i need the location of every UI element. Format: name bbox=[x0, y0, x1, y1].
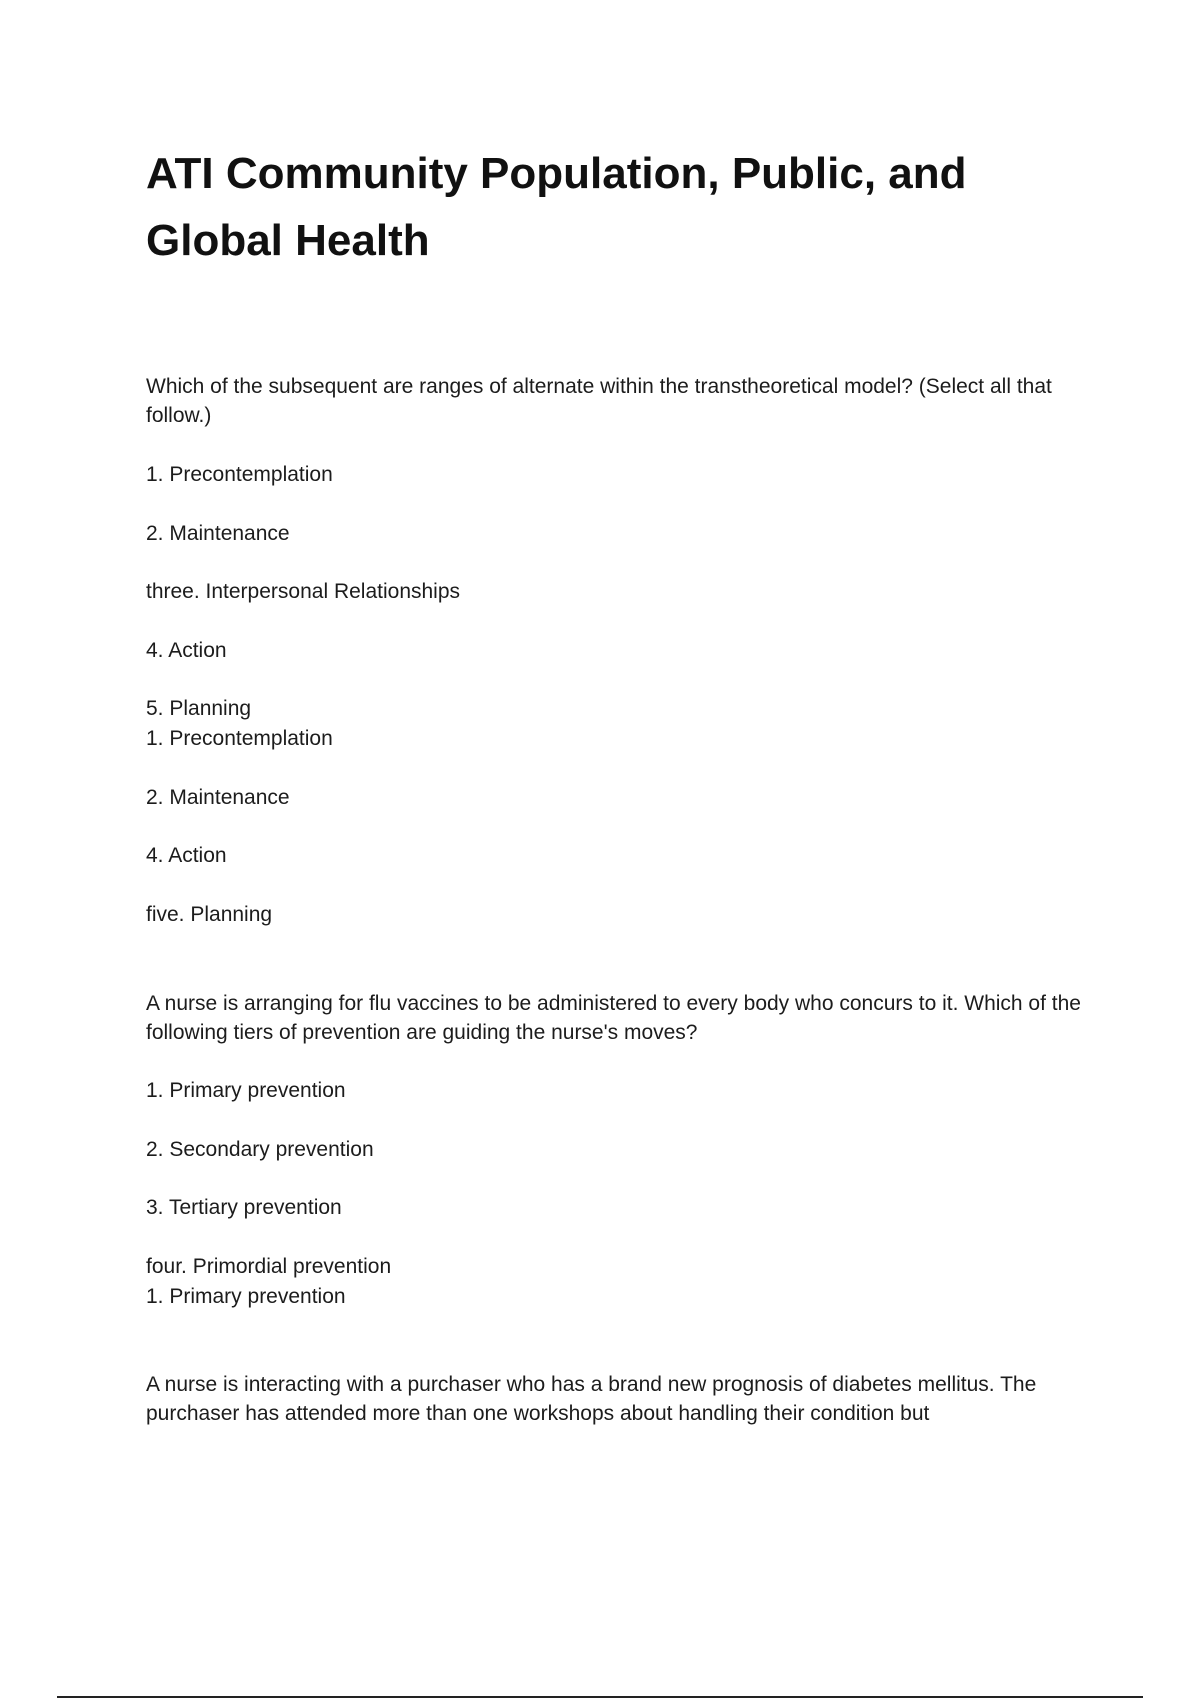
question-1-answer: five. Planning bbox=[146, 903, 273, 926]
question-2-option: 1. Primary prevention bbox=[146, 1079, 346, 1102]
question-1-answer: 4. Action bbox=[146, 844, 227, 867]
footer-divider bbox=[57, 1696, 1143, 1698]
question-2-prompt: A nurse is arranging for flu vaccines to be administered to every body who concurs to it. Which of the following tiers of prevention are guiding the nurse's moves? bbox=[146, 992, 1081, 1044]
question-3-prompt: A nurse is interacting with a purchaser who has a brand new prognosis of diabetes mellitus. The purchaser has attended more than one workshops about handling their condition but bbox=[146, 1373, 1037, 1425]
question-1-prompt: Which of the subsequent are ranges of alternate within the transtheoretical model? (Select all that follow.) bbox=[146, 375, 1052, 427]
question-2-option: 3. Tertiary prevention bbox=[146, 1196, 342, 1219]
question-1-answer: 1. Precontemplation bbox=[146, 727, 333, 750]
question-1-option: 1. Precontemplation bbox=[146, 463, 333, 486]
document-title: ATI Community Population, Public, and Global Health bbox=[146, 149, 967, 265]
question-1-option: 2. Maintenance bbox=[146, 522, 290, 545]
question-2-option: 2. Secondary prevention bbox=[146, 1138, 374, 1161]
question-1-option: 5. Planning bbox=[146, 697, 252, 720]
question-1-option: three. Interpersonal Relationships bbox=[146, 580, 461, 603]
question-2-option: four. Primordial prevention bbox=[146, 1255, 392, 1278]
question-2-answer: 1. Primary prevention bbox=[146, 1285, 346, 1308]
question-1-answer: 2. Maintenance bbox=[146, 786, 290, 809]
question-1-option: 4. Action bbox=[146, 639, 227, 662]
